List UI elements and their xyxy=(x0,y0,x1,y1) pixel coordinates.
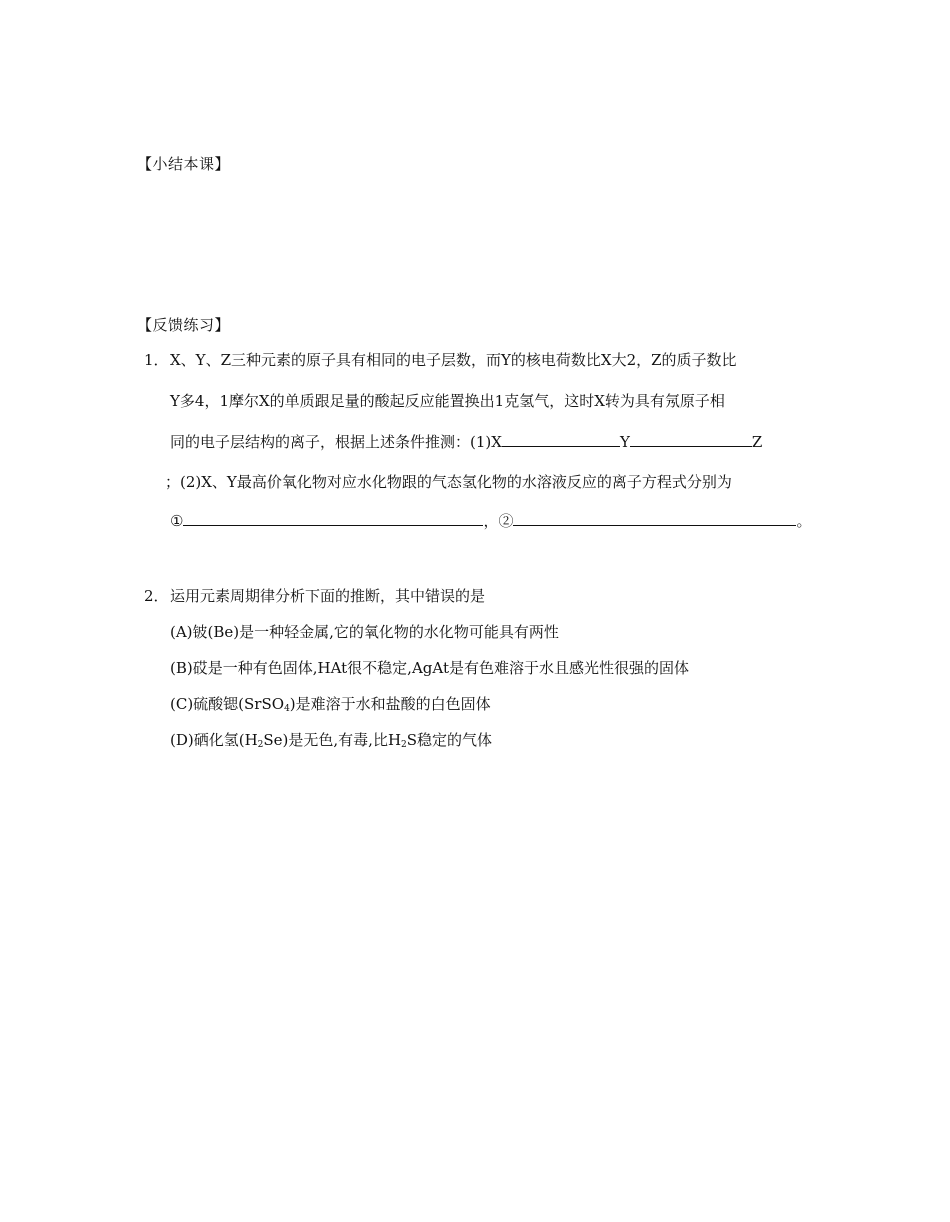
option-d-subscript-2: 2 xyxy=(401,740,407,750)
question-1-line-1: X、Y、Z三种元素的原子具有相同的电子层数，而Y的核电荷数比X大2，Z的质子数比 xyxy=(170,351,737,369)
equation-separator: ，② xyxy=(483,512,514,530)
feedback-heading: 【反馈练习】 xyxy=(137,316,231,334)
answer-blank-y[interactable] xyxy=(630,432,752,447)
option-c-subscript: 4 xyxy=(284,704,290,714)
question-1-z-label: Z xyxy=(751,433,763,451)
question-1-y-label: Y xyxy=(619,433,630,451)
question-1-line-4: ；(2)X、Y最高价氧化物对应水化物跟的气态氢化物的水溶液反应的离子方程式分别为 xyxy=(165,473,732,491)
question-2-option-a: (A)铍(Be)是一种轻金属,它的氧化物的水化物可能具有两性 xyxy=(170,623,559,641)
option-c-text-end: )是难溶于水和盐酸的白色固体 xyxy=(289,695,491,713)
answer-blank-equation-1[interactable] xyxy=(183,511,483,526)
option-c-text-start: (C)硫酸锶(SrSO xyxy=(170,695,285,713)
summary-heading: 【小结本课】 xyxy=(137,155,231,173)
question-2-stem: 运用元素周期律分析下面的推断，其中错误的是 xyxy=(170,587,486,605)
question-2-option-c xyxy=(170,694,491,714)
question-1-line-3-text: 同的电子层结构的离子，根据上述条件推测：(1)X xyxy=(170,433,502,451)
answer-blank-equation-2[interactable] xyxy=(513,511,796,526)
option-d-text-middle: Se)是无色,有毒,比H xyxy=(263,731,402,749)
question-2-number: 2． xyxy=(144,587,169,605)
question-2-option-b: (B)砹是一种有色固体,HAt很不稳定,AgAt是有色难溶于水且感光性很强的固体 xyxy=(170,659,689,677)
question-2-option-d xyxy=(170,730,492,750)
question-1-line-2: Y多4，1摩尔X的单质跟足量的酸起反应能置换出1克氢气，这时X转为具有氖原子相 xyxy=(170,392,725,410)
circle-one-marker: ① xyxy=(170,512,184,530)
option-d-text-end: S稳定的气体 xyxy=(406,731,493,749)
line-end-period: 。 xyxy=(796,512,812,530)
question-1-line-3 xyxy=(170,432,762,452)
answer-blank-x[interactable] xyxy=(502,432,620,447)
question-1-line-5 xyxy=(170,511,811,531)
option-d-text-start: (D)硒化氢(H xyxy=(170,731,258,749)
option-d-subscript-1: 2 xyxy=(257,740,264,750)
question-1-number: 1． xyxy=(144,351,169,369)
